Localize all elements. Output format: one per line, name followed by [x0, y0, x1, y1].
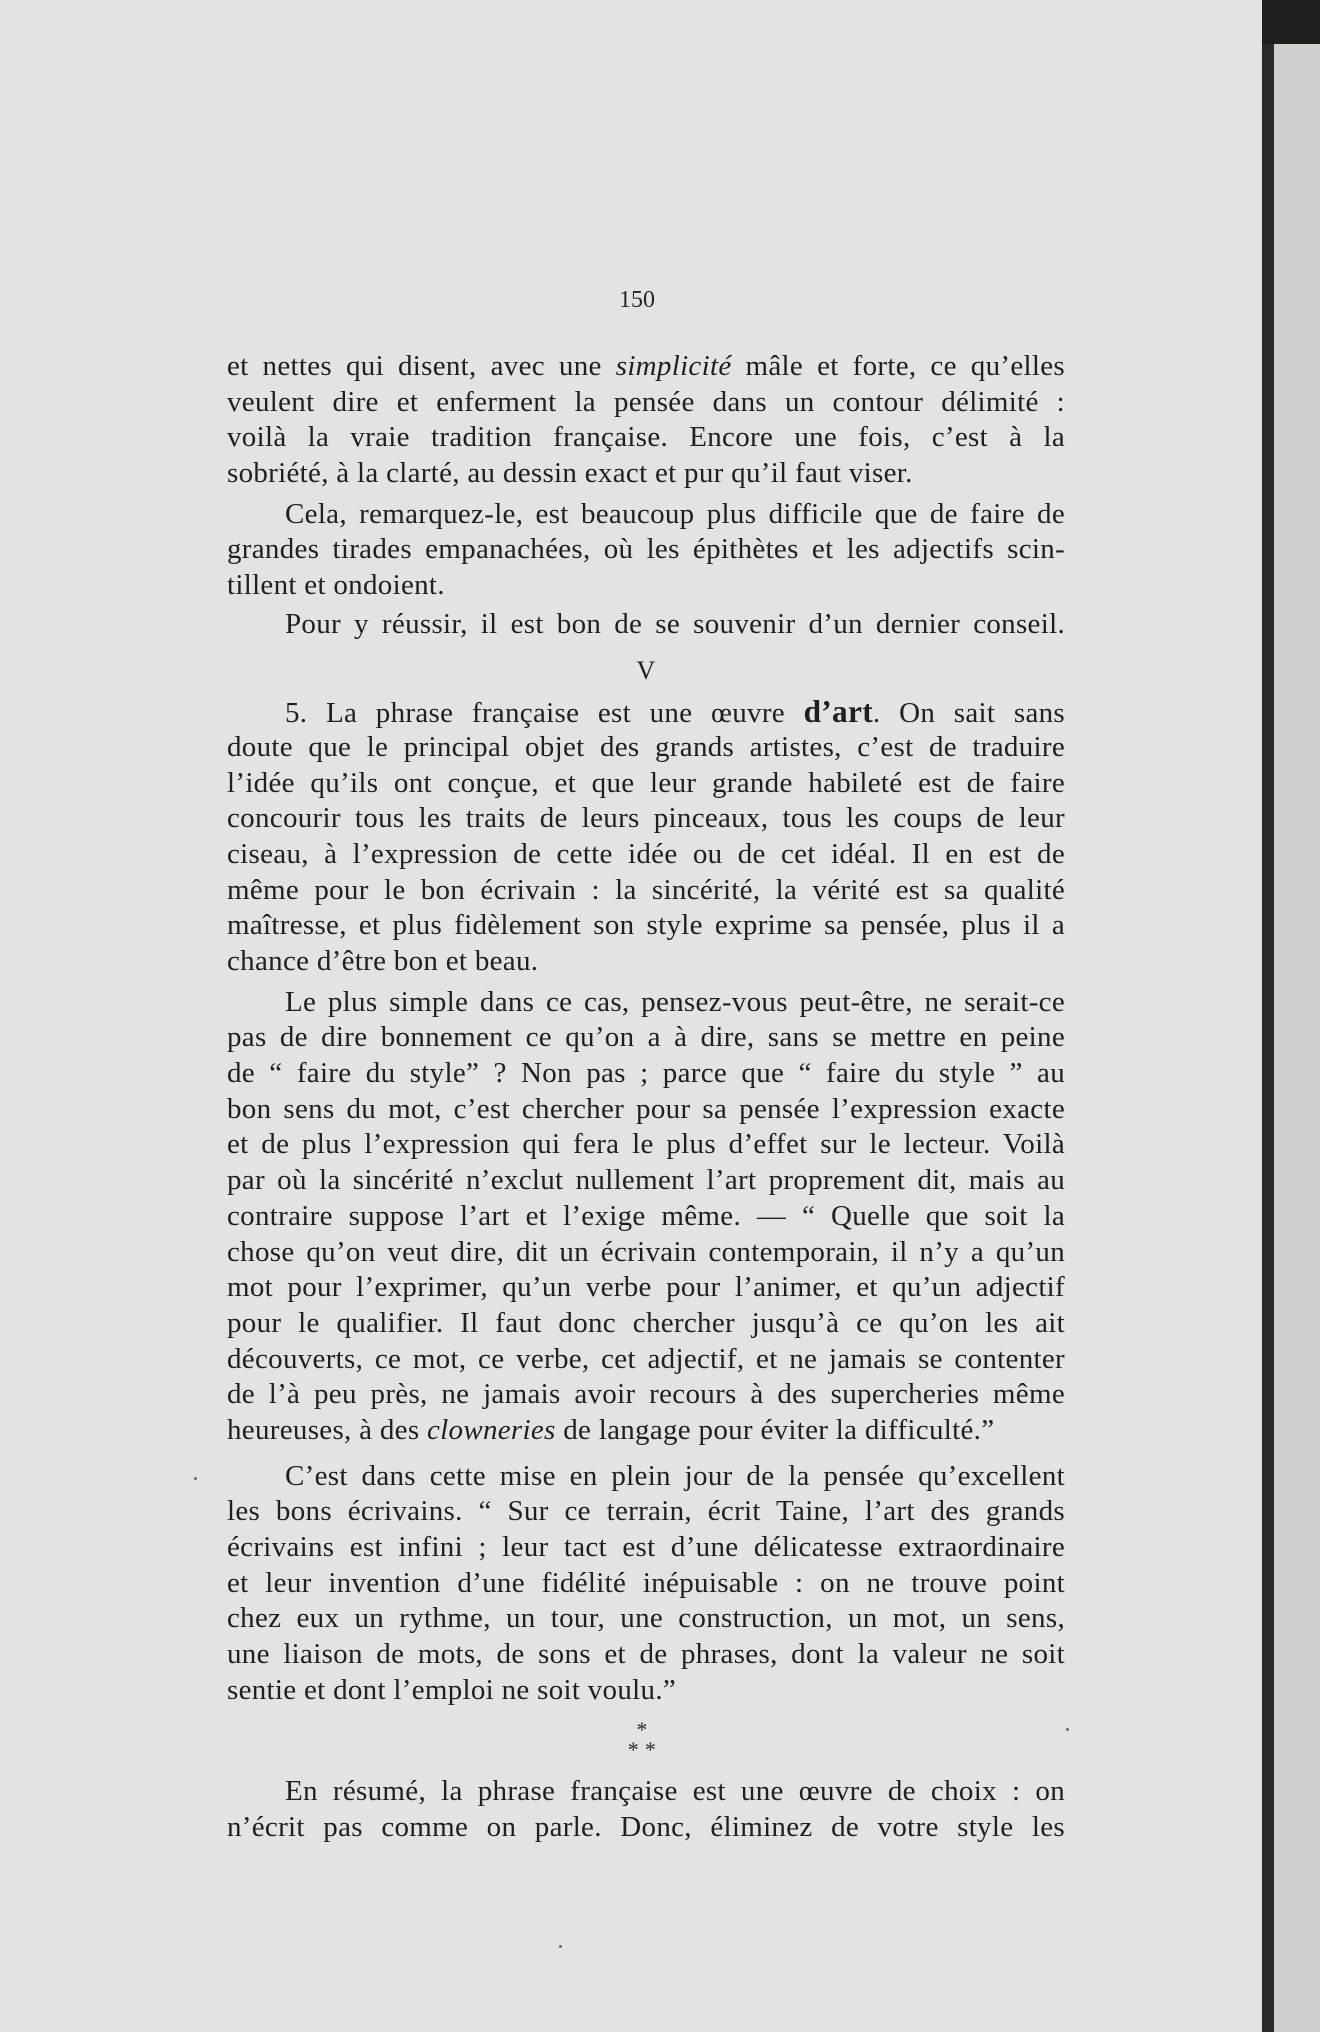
text-line: mot pour l’exprimer, qu’un verbe pour l’animer, et qu’un adjectif [227, 1271, 1065, 1304]
text-line: et de plus l’expression qui fera le plus d’effet sur le lecteur. Voilà [227, 1128, 1065, 1161]
text-line: chose qu’on veut dire, dit un écrivain contemporain, il n’y a qu’un [227, 1235, 1065, 1268]
text-block [227, 349, 1065, 1846]
asterism-bottom-stars: * * [627, 1737, 657, 1763]
text-line: pas de dire bonnement ce qu’on a à dire, sans se mettre en peine [227, 1021, 1065, 1054]
italic-text: clowneries [426, 1413, 556, 1446]
text-line: chez eux un rythme, un tour, une construction, un mot, un sens, [227, 1602, 1065, 1635]
text-line: sobriété, à la clarté, au dessin exact et pur qu’il faut viser. [227, 457, 913, 490]
text-line: n’écrit pas comme on parle. Donc, éliminez de votre style les [227, 1811, 1065, 1844]
text-line: par où la sincérité n’exclut nullement l’art proprement dit, mais au [227, 1164, 1065, 1197]
paragraph [227, 985, 1065, 1449]
text-line: maîtresse, et plus fidèlement son style exprime sa pensée, plus il a [227, 909, 1065, 942]
scan-speck [194, 1477, 197, 1480]
paragraph [227, 607, 1065, 643]
text-line: contraire suppose l’art et l’exige même. — “ Quelle que soit la [227, 1199, 1065, 1232]
text-line: C’est dans cette mise en plein jour de la pensée qu’excellent [285, 1459, 1065, 1492]
text-run: et nettes qui disent, avec une [227, 350, 616, 382]
scan-corner-shadow [1262, 0, 1320, 44]
text-line: Le plus simple dans ce cas, pensez-vous peut-être, ne serait-ce [285, 985, 1065, 1018]
text-line: Cela, remarquez-le, est beaucoup plus difficile que de faire de [285, 497, 1065, 530]
page-number: 150 [619, 287, 655, 313]
text-run: mâle et forte, ce qu’elles [731, 350, 1065, 382]
asterism-top-star: * [636, 1717, 648, 1743]
paragraph [227, 1774, 1065, 1845]
italic-text: simplicité [615, 350, 732, 382]
text-line: chance d’être bon et beau. [227, 945, 539, 977]
text-line: veulent dire et enferment la pensée dans un contour délimité : [227, 385, 1065, 418]
text-line: même pour le bon écrivain : la sincérité, la vérité est sa qualité [227, 873, 1065, 906]
scan-edge-line [1262, 0, 1274, 2032]
bold-text: d’art [803, 694, 873, 730]
text-line: tillent et ondoient. [227, 569, 445, 602]
text-line: En résumé, la phrase française est une œuvre de choix : on [285, 1775, 1065, 1808]
text-line [227, 1413, 1065, 1449]
text-line: voilà la vraie tradition française. Encore une fois, c’est à la [227, 421, 1065, 454]
text-line: concourir tous les traits de leurs pinceaux, tous les coups de leur [227, 802, 1065, 835]
text-run: de langage pour éviter la difficulté.” [555, 1413, 995, 1446]
section-heading: V [636, 655, 656, 685]
scan-edge-strip [1274, 0, 1320, 2032]
text-line: et leur invention d’une fidélité inépuisable : on ne trouve point [227, 1566, 1065, 1599]
scan-speck [1066, 1728, 1069, 1731]
text-run: 5. La phrase française est une œuvre [285, 697, 804, 730]
text-run: heureuses, à des [227, 1413, 427, 1446]
text-line: découverts, ce mot, ce verbe, cet adjectif, et ne jamais se contenter [227, 1342, 1065, 1375]
text-line: l’idée qu’ils ont conçue, et que leur grande habileté est de faire [227, 766, 1065, 799]
paragraph [227, 349, 1065, 492]
text-line: ciseau, à l’expression de cette idée ou de cet idéal. Il en est de [227, 837, 1065, 870]
text-line: bon sens du mot, c’est chercher pour sa pensée l’expression exacte [227, 1092, 1065, 1125]
text-line: Pour y réussir, il est bon de se souvenir d’un dernier conseil. [285, 607, 1065, 640]
text-line [227, 349, 1065, 385]
text-line: sentie et dont l’emploi ne soit voulu.” [227, 1673, 677, 1706]
text-line: de l’à peu près, ne jamais avoir recours à des supercheries même [227, 1378, 1065, 1411]
paragraph [227, 694, 1065, 980]
asterism-separator [227, 1717, 1065, 1763]
text-line: pour le qualifier. Il faut donc chercher jusqu’à ce qu’on les ait [227, 1306, 1065, 1339]
text-run: . On sait sans [872, 697, 1065, 730]
text-line: écrivains est infini ; leur tact est d’une délicatesse extraordinaire [227, 1531, 1065, 1563]
paragraph [227, 1459, 1065, 1709]
text-line: grandes tirades empanachées, où les épithètes et les adjectifs scin- [227, 533, 1065, 566]
paragraph [227, 497, 1065, 604]
scan-speck [559, 1945, 562, 1948]
text-line [227, 694, 1065, 730]
text-line: de “ faire du style” ? Non pas ; parce que “ faire du style ” au [227, 1057, 1065, 1090]
text-line: doute que le principal objet des grands artistes, c’est de traduire [227, 730, 1065, 763]
text-line: une liaison de mots, de sons et de phrases, dont la valeur ne soit [227, 1638, 1065, 1671]
text-line: les bons écrivains. “ Sur ce terrain, écrit Taine, l’art des grands [227, 1495, 1065, 1528]
